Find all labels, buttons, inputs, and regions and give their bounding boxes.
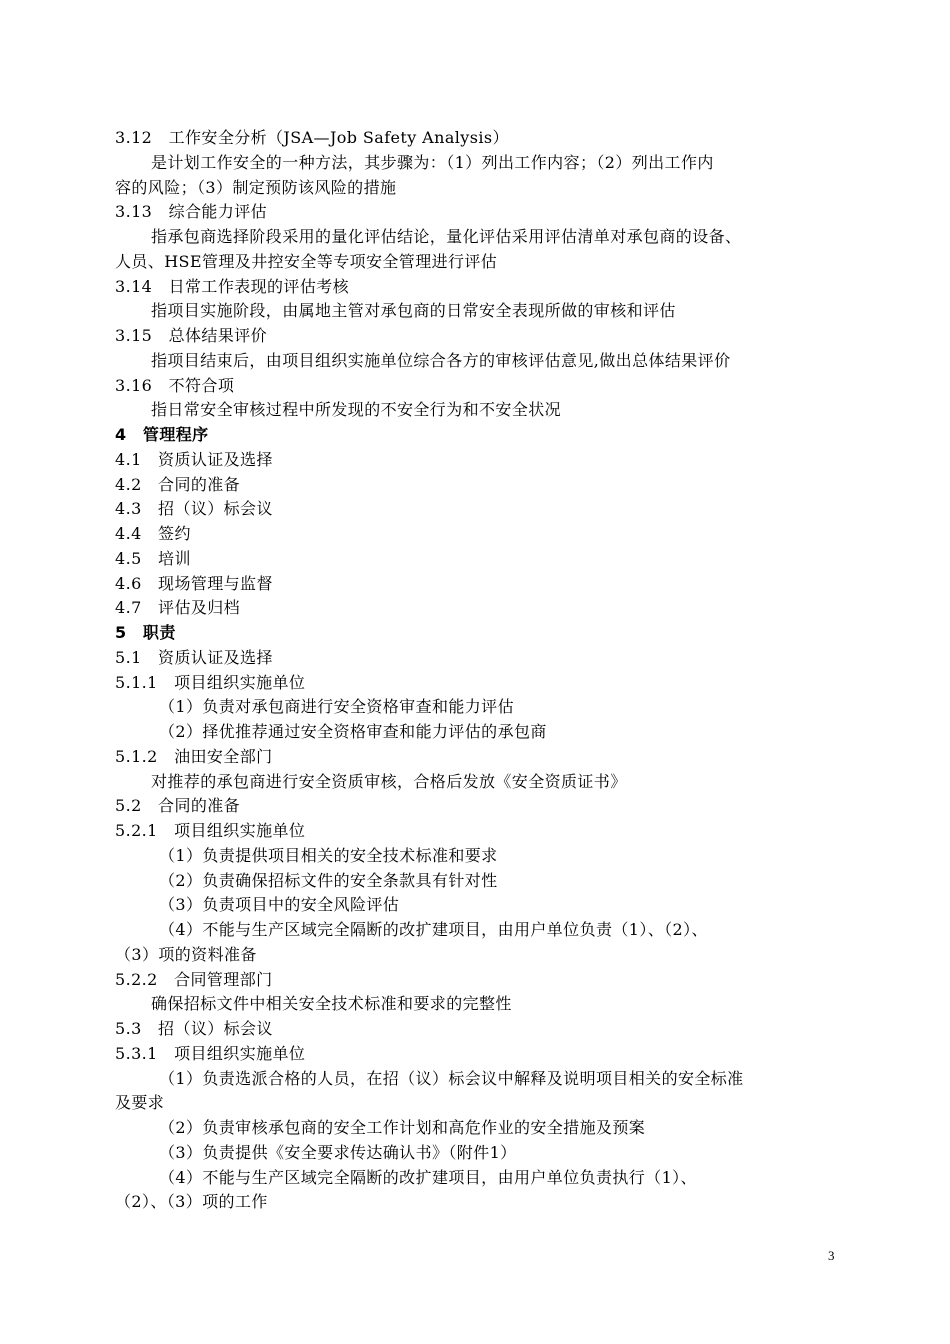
text-line: 5.3.1 项目组织实施单位	[115, 1043, 306, 1063]
text-line: （2）负责确保招标文件的安全条款具有针对性	[159, 870, 498, 890]
text-line: 3.14 日常工作表现的评估考核	[115, 276, 350, 296]
text-line: （1）负责选派合格的人员，在招（议）标会议中解释及说明项目相关的安全标准	[159, 1068, 744, 1088]
document-body	[115, 126, 845, 1215]
text-line: 4.1 资质认证及选择	[115, 449, 273, 469]
text-line: 4.2 合同的准备	[115, 474, 241, 494]
page-number: 3	[828, 1248, 835, 1263]
text-line: （3）负责提供《安全要求传达确认书》（附件1）	[159, 1142, 517, 1162]
text-line: 指项目实施阶段，由属地主管对承包商的日常安全表现所做的审核和评估	[151, 301, 676, 321]
text-line: 确保招标文件中相关安全技术标准和要求的完整性	[151, 994, 512, 1014]
text-line: 4.6 现场管理与监督	[115, 573, 273, 593]
section-heading: 5 职责	[115, 623, 176, 642]
text-line: 5.1.1 项目组织实施单位	[115, 672, 306, 692]
text-line: 及要求	[115, 1093, 165, 1113]
text-line: （4）不能与生产区域完全隔断的改扩建项目，由用户单位负责（1）、（2）、	[159, 920, 708, 939]
text-line: 指日常安全审核过程中所发现的不安全行为和不安全状况	[151, 400, 562, 420]
text-line: 5.2.1 项目组织实施单位	[115, 821, 306, 840]
text-line: 人员、HSE管理及井控安全等专项安全管理进行评估	[115, 251, 498, 271]
text-line: 4.5 培训	[115, 548, 191, 568]
text-line: 5.1 资质认证及选择	[115, 647, 273, 667]
text-line: （3）负责项目中的安全风险评估	[159, 895, 400, 915]
text-line: 4.3 招（议）标会议	[115, 499, 273, 519]
text-line: 5.1.2 油田安全部门	[115, 746, 273, 766]
text-line: （2）、（3）项的工作	[115, 1192, 268, 1212]
text-line: 容的风险；（3）制定预防该风险的措施	[115, 177, 397, 197]
text-line: 5.3 招（议）标会议	[115, 1019, 273, 1038]
section-heading: 4 管理程序	[115, 425, 209, 444]
text-line: 是计划工作安全的一种方法，其步骤为：（1）列出工作内容；（2）列出工作内	[151, 152, 714, 172]
text-line: 对推荐的承包商进行安全资质审核，合格后发放《安全资质证书》	[151, 771, 627, 791]
text-line: （1）负责提供项目相关的安全技术标准和要求	[159, 845, 498, 865]
text-line: 5.2.2 合同管理部门	[115, 969, 273, 989]
text-line: 3.12 工作安全分析（JSA—Job Safety Analysis）	[115, 128, 509, 147]
text-line: 3.13 综合能力评估	[115, 202, 268, 222]
text-line: 指承包商选择阶段采用的量化评估结论，量化评估采用评估清单对承包商的设备、	[151, 227, 742, 246]
text-line: 5.2 合同的准备	[115, 796, 241, 816]
text-line: （1）负责对承包商进行安全资格审查和能力评估	[159, 697, 514, 717]
text-line: 3.15 总体结果评价	[115, 326, 268, 345]
text-line: 4.7 评估及归档	[115, 598, 241, 618]
text-line: （4）不能与生产区域完全隔断的改扩建项目，由用户单位负责执行（1）、	[159, 1167, 697, 1187]
text-line: 指项目结束后，由项目组织实施单位综合各方的审核评估意见,做出总体结果评价	[151, 350, 731, 370]
text-line: （2）负责审核承包商的安全工作计划和高危作业的安全措施及预案	[159, 1118, 646, 1137]
text-line: 4.4 签约	[115, 524, 191, 543]
text-line: 3.16 不符合项	[115, 375, 235, 395]
text-line: （2）择优推荐通过安全资格审查和能力评估的承包商	[159, 722, 547, 741]
text-line: （3）项的资料准备	[115, 944, 257, 964]
